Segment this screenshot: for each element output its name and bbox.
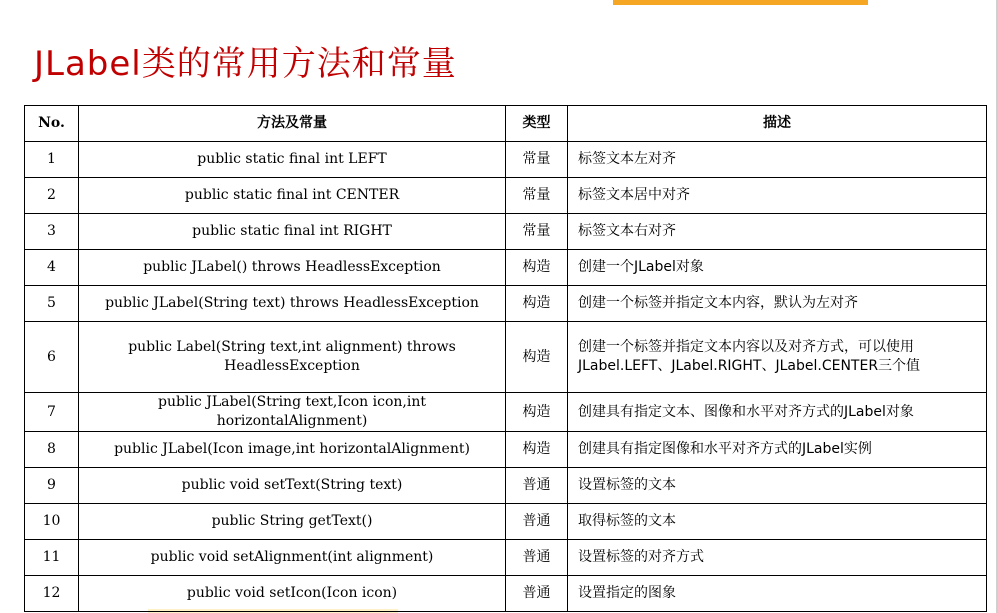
cell-type: 普通 bbox=[506, 576, 568, 612]
cell-method: public static final int RIGHT bbox=[79, 214, 506, 250]
table-row bbox=[25, 432, 987, 468]
table-header-row bbox=[25, 106, 987, 142]
cell-type: 普通 bbox=[506, 468, 568, 504]
accent-bar bbox=[613, 0, 868, 5]
cell-method: public String getText() bbox=[79, 504, 506, 540]
cell-method: public void setText(String text) bbox=[79, 468, 506, 504]
cell-desc: 标签文本居中对齐 bbox=[568, 178, 987, 214]
cell-method: public void setAlignment(int alignment) bbox=[79, 540, 506, 576]
table-row bbox=[25, 393, 987, 432]
cell-type: 常量 bbox=[506, 142, 568, 178]
cell-no: 2 bbox=[25, 178, 79, 214]
methods-table bbox=[24, 105, 987, 612]
table-row bbox=[25, 178, 987, 214]
table-row bbox=[25, 504, 987, 540]
cell-no: 8 bbox=[25, 432, 79, 468]
cell-method: public JLabel(String text) throws HeadlessException bbox=[79, 286, 506, 322]
page-title: JLabel类的常用方法和常量 bbox=[34, 44, 457, 84]
table-row bbox=[25, 468, 987, 504]
header-desc: 描述 bbox=[568, 106, 987, 142]
cell-desc: 设置指定的图象 bbox=[568, 576, 987, 612]
cell-desc: 创建具有指定文本、图像和水平对齐方式的JLabel对象 bbox=[568, 393, 987, 432]
cell-no: 12 bbox=[25, 576, 79, 612]
cell-type: 构造 bbox=[506, 322, 568, 393]
cell-method: public static final int CENTER bbox=[79, 178, 506, 214]
cell-method: public Label(String text,int alignment) throws HeadlessException bbox=[79, 322, 506, 393]
cell-no: 4 bbox=[25, 250, 79, 286]
cell-method: public static final int LEFT bbox=[79, 142, 506, 178]
cell-desc: 标签文本右对齐 bbox=[568, 214, 987, 250]
cell-no: 10 bbox=[25, 504, 79, 540]
cell-type: 常量 bbox=[506, 214, 568, 250]
table-row bbox=[25, 540, 987, 576]
table-row bbox=[25, 322, 987, 393]
table-row bbox=[25, 142, 987, 178]
cell-no: 6 bbox=[25, 322, 79, 393]
cell-type: 普通 bbox=[506, 540, 568, 576]
cell-no: 1 bbox=[25, 142, 79, 178]
cell-method: public void setIcon(Icon icon) bbox=[79, 576, 506, 612]
cell-method: public JLabel(Icon image,int horizontalAlignment) bbox=[79, 432, 506, 468]
cell-no: 11 bbox=[25, 540, 79, 576]
cell-desc: 标签文本左对齐 bbox=[568, 142, 987, 178]
cell-desc: 创建一个标签并指定文本内容以及对齐方式，可以使用JLabel.LEFT、JLabel.RIGHT、JLabel.CENTER三个值 bbox=[568, 322, 987, 393]
cell-no: 5 bbox=[25, 286, 79, 322]
cell-type: 普通 bbox=[506, 504, 568, 540]
cell-desc: 取得标签的文本 bbox=[568, 504, 987, 540]
cell-type: 构造 bbox=[506, 393, 568, 432]
table-row bbox=[25, 214, 987, 250]
cell-type: 构造 bbox=[506, 250, 568, 286]
cell-type: 常量 bbox=[506, 178, 568, 214]
header-type: 类型 bbox=[506, 106, 568, 142]
table-row bbox=[25, 576, 987, 612]
cell-no: 3 bbox=[25, 214, 79, 250]
cell-type: 构造 bbox=[506, 432, 568, 468]
cell-type: 构造 bbox=[506, 286, 568, 322]
header-no: No. bbox=[25, 106, 79, 142]
cell-method: public JLabel() throws HeadlessException bbox=[79, 250, 506, 286]
cell-desc: 设置标签的对齐方式 bbox=[568, 540, 987, 576]
table-row bbox=[25, 286, 987, 322]
cell-desc: 创建具有指定图像和水平对齐方式的JLabel实例 bbox=[568, 432, 987, 468]
cell-desc: 创建一个标签并指定文本内容，默认为左对齐 bbox=[568, 286, 987, 322]
cell-no: 7 bbox=[25, 393, 79, 432]
table-row bbox=[25, 250, 987, 286]
cell-method: public JLabel(String text,Icon icon,int horizontalAlignment) bbox=[79, 393, 506, 432]
header-method: 方法及常量 bbox=[79, 106, 506, 142]
cell-no: 9 bbox=[25, 468, 79, 504]
cell-desc: 设置标签的文本 bbox=[568, 468, 987, 504]
cell-desc: 创建一个JLabel对象 bbox=[568, 250, 987, 286]
